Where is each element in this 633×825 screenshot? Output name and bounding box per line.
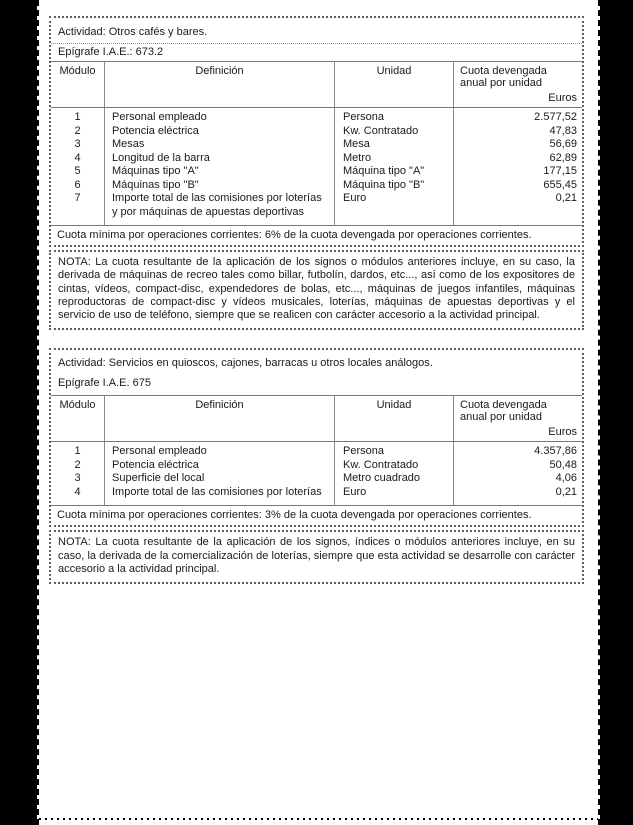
epigrafe-text: Epígrafe I.A.E.: 673.2 xyxy=(58,46,164,58)
cell-modulo: 4 xyxy=(74,151,81,164)
activity-block-675 xyxy=(49,348,584,584)
cell-cuota: 0,21 xyxy=(555,192,577,204)
cell-unidad: Euro xyxy=(343,485,367,498)
cell-definicion: Potencia eléctrica xyxy=(112,458,199,471)
cell-cuota: 0,21 xyxy=(555,485,577,498)
nota-box: NOTA: La cuota resultante de la aplicación de los signos, índices o módulos anteriores incluye, en su caso, la derivada de la comercialización de loterías, siempre que esta actividad se desarrolle con carácter accesorio a la actividad principal. xyxy=(49,530,584,584)
epigrafe-text: Epígrafe I.A.E. 675 xyxy=(58,377,151,390)
header-cuota xyxy=(453,396,582,441)
header-cuota-line2: anual por unidad xyxy=(460,411,542,424)
cell-cuota: 2.577,52 xyxy=(534,111,577,123)
cell-definicion-line2: y por máquinas de apuestas deportivas xyxy=(112,205,305,218)
cell-definicion: Potencia eléctrica xyxy=(112,124,199,137)
column-unidad xyxy=(334,108,453,225)
header-unidad: Unidad xyxy=(334,396,453,441)
activity-table-675 xyxy=(49,348,584,527)
cell-cuota: 4.357,86 xyxy=(534,445,577,458)
cell-definicion: Personal empleado xyxy=(112,445,207,458)
cuota-minima-row: Cuota mínima por operaciones corrientes: 6% de la cuota devengada por operaciones corrientes. xyxy=(51,225,582,245)
page-bottom-perforation xyxy=(39,818,598,820)
cell-definicion: Máquinas tipo "A" xyxy=(112,165,199,177)
cell-definicion: Importe total de las comisiones por loterías xyxy=(112,485,322,498)
table-header-row xyxy=(51,61,582,108)
column-cuota xyxy=(453,108,582,225)
table-body xyxy=(51,442,582,505)
cell-modulo: 2 xyxy=(74,458,81,471)
cell-unidad: Mesa xyxy=(343,138,370,150)
cell-unidad: Metro xyxy=(343,151,372,164)
header-modulo: Módulo xyxy=(59,399,96,412)
cell-cuota: 47,83 xyxy=(549,124,577,137)
cell-modulo: 3 xyxy=(74,472,81,485)
cell-definicion: Importe total de las comisiones por loterías xyxy=(112,192,322,204)
column-modulo xyxy=(51,108,104,225)
nota-box: NOTA: La cuota resultante de la aplicación de los signos o módulos anteriores incluye, en su caso, la derivada de máquinas de recreo tales como billar, futbolín, dardos, etc..., así como de los expositores de cintas, vídeos, compact-disc, expendedores de bolas, etc..., máquinas de juegos infantiles, máquinas reproductoras de compact-disc y vídeos musicales, loterías, máquinas de apuestas deportivas y el servicio de uso de teléfono, siempre que se realicen con carácter accesorio a la actividad principal. xyxy=(49,250,584,330)
table-header-row xyxy=(51,395,582,442)
cell-modulo: 7 xyxy=(74,192,81,204)
cell-cuota: 50,48 xyxy=(549,458,577,471)
cell-definicion: Longitud de la barra xyxy=(112,151,210,164)
header-cuota-line1: Cuota devengada xyxy=(460,65,547,77)
header-definicion: Definición xyxy=(104,62,334,107)
cell-cuota: 177,15 xyxy=(543,165,577,177)
activity-table-673-2 xyxy=(49,16,584,247)
column-definicion xyxy=(104,108,334,225)
column-definicion xyxy=(104,442,334,505)
cell-unidad: Kw. Contratado xyxy=(343,124,419,137)
cell-unidad: Persona xyxy=(343,111,384,123)
cell-modulo: 5 xyxy=(74,165,81,177)
actividad-row xyxy=(51,18,582,44)
cell-cuota: 62,89 xyxy=(549,151,577,164)
column-cuota xyxy=(453,442,582,505)
cell-modulo: 3 xyxy=(74,138,81,150)
header-unidad: Unidad xyxy=(334,62,453,107)
actividad-text: Actividad: Servicios en quioscos, cajones, barracas u otros locales análogos. xyxy=(58,357,433,370)
cuota-minima-row: Cuota mínima por operaciones corrientes: 3% de la cuota devengada por operaciones corrientes. xyxy=(51,505,582,525)
cell-definicion: Superficie del local xyxy=(112,472,205,485)
cell-definicion: Personal empleado xyxy=(112,111,207,123)
cell-unidad: Kw. Contratado xyxy=(343,458,419,471)
column-unidad xyxy=(334,442,453,505)
cell-definicion: Máquinas tipo "B" xyxy=(112,178,199,191)
header-cuota xyxy=(453,62,582,107)
document-page xyxy=(37,0,600,825)
header-currency: Euros xyxy=(548,92,577,104)
header-definicion: Definición xyxy=(104,396,334,441)
cell-definicion: Mesas xyxy=(112,138,145,150)
cell-modulo: 1 xyxy=(74,445,81,458)
actividad-text: Actividad: Otros cafés y bares. xyxy=(58,26,208,38)
actividad-row xyxy=(51,350,582,395)
cell-unidad: Máquina tipo "A" xyxy=(343,165,425,177)
header-modulo: Módulo xyxy=(59,65,96,77)
cell-cuota: 56,69 xyxy=(549,138,577,150)
cell-modulo: 4 xyxy=(74,485,81,498)
cell-cuota: 4,06 xyxy=(555,472,577,485)
header-cuota-line2: anual por unidad xyxy=(460,77,542,89)
cell-unidad: Máquina tipo "B" xyxy=(343,178,425,191)
cell-unidad: Metro cuadrado xyxy=(343,472,421,485)
column-modulo xyxy=(51,442,104,505)
cell-cuota: 655,45 xyxy=(543,178,577,191)
table-body xyxy=(51,108,582,225)
cell-unidad: Persona xyxy=(343,445,384,458)
cell-modulo: 2 xyxy=(74,124,81,137)
header-cuota-line1: Cuota devengada xyxy=(460,399,547,412)
cell-unidad: Euro xyxy=(343,192,367,204)
epigrafe-row xyxy=(51,44,582,61)
header-currency: Euros xyxy=(548,426,577,439)
activity-block-673-2 xyxy=(49,16,584,330)
cell-modulo: 1 xyxy=(74,111,81,123)
cell-modulo: 6 xyxy=(74,178,81,191)
